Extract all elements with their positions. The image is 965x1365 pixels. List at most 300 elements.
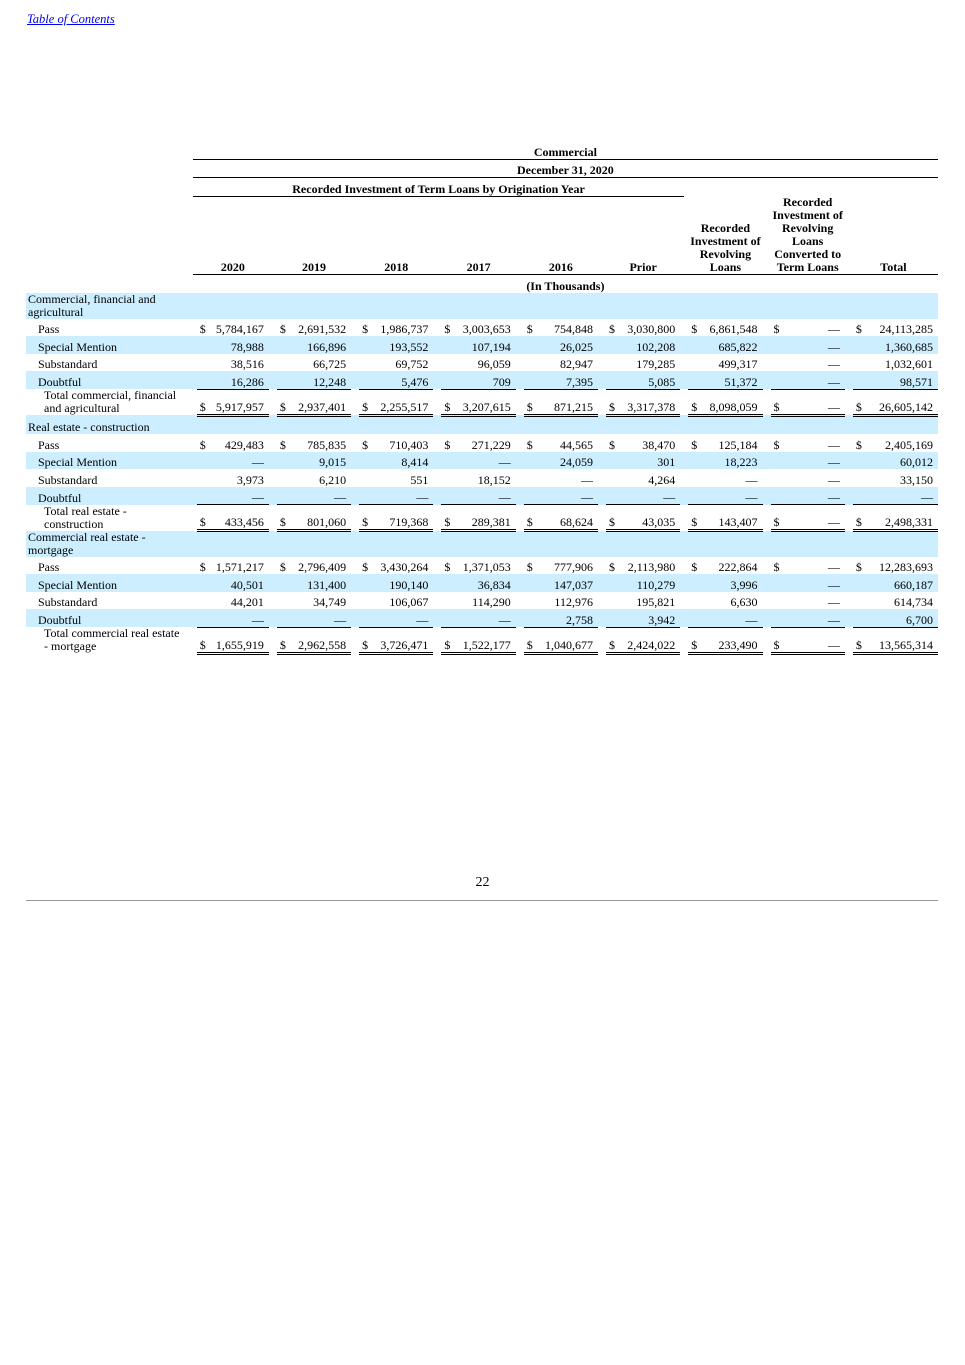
value-cell: 9,015 (286, 452, 355, 470)
table-row (26, 371, 938, 389)
value-cell: 2,405,169 (885, 437, 933, 452)
currency-sign: $ (602, 389, 615, 415)
currency-sign: $ (849, 389, 862, 415)
value-cell: 871,215 (533, 389, 602, 415)
value-cell: 1,571,217 (215, 560, 264, 574)
value-cell: 43,035 (615, 505, 684, 531)
currency-sign (849, 354, 862, 372)
commercial-loans-table (26, 141, 938, 655)
value-cell: — (615, 487, 684, 505)
currency-sign (520, 371, 533, 389)
currency-sign (273, 487, 286, 505)
value-cell: 1,040,677 (533, 627, 602, 653)
currency-sign (437, 592, 450, 610)
group-header: Recorded Investment of Term Loans by Origination Year (193, 178, 684, 197)
date-row (26, 159, 938, 178)
currency-sign (849, 574, 862, 592)
value-cell: — (206, 609, 273, 627)
currency-sign: $ (520, 627, 533, 653)
value-cell: 24,059 (533, 452, 602, 470)
currency-sign: $ (355, 505, 368, 531)
value-cell: 193,552 (368, 336, 437, 354)
currency-sign (355, 354, 368, 372)
value-cell: 166,896 (286, 336, 355, 354)
value-cell: — (580, 472, 593, 487)
currency-sign (193, 452, 206, 470)
total-row (26, 627, 938, 653)
currency-sign: $ (691, 437, 698, 452)
currency-sign (602, 336, 615, 354)
value-cell: — (780, 609, 849, 627)
value-cell: 4,264 (648, 472, 676, 487)
currency-sign: $ (608, 560, 615, 574)
currency-sign (355, 469, 368, 487)
currency-sign: $ (273, 389, 286, 415)
value-cell: 271,229 (471, 437, 511, 452)
value-cell: — (206, 487, 273, 505)
value-cell: 6,210 (319, 472, 347, 487)
currency-sign (684, 354, 697, 372)
value-cell: 2,424,022 (615, 627, 684, 653)
value-cell: 114,290 (472, 595, 511, 609)
column-header: 2016 (520, 196, 602, 275)
currency-sign (849, 371, 862, 389)
section-header-row (26, 415, 938, 434)
value-cell: — (827, 595, 840, 609)
value-cell: — (698, 609, 767, 627)
total-row (26, 505, 938, 531)
table-row (26, 434, 938, 452)
value-cell: 38,516 (230, 357, 264, 371)
value-cell: 719,368 (368, 505, 437, 531)
currency-sign: $ (608, 322, 615, 336)
value-cell: 195,821 (636, 595, 676, 609)
value-cell: 289,381 (451, 505, 520, 531)
currency-sign: $ (273, 505, 286, 531)
currency-sign: $ (355, 389, 368, 415)
value-cell: 66,725 (313, 357, 347, 371)
currency-sign: $ (193, 627, 206, 653)
value-cell: — (780, 371, 849, 389)
currency-sign (193, 336, 206, 354)
value-cell: — (780, 389, 849, 415)
section-label: Commercial, financial and agricultural (26, 293, 188, 319)
value-cell: — (368, 487, 437, 505)
value-cell: 18,152 (477, 472, 511, 487)
value-cell: 179,285 (636, 357, 676, 371)
value-cell: 2,796,409 (298, 560, 347, 574)
currency-sign: $ (849, 505, 862, 531)
currency-sign (273, 469, 286, 487)
currency-sign (520, 469, 533, 487)
currency-sign (355, 574, 368, 592)
currency-sign: $ (362, 437, 369, 452)
section-header-row (26, 531, 938, 557)
currency-sign: $ (199, 560, 206, 574)
value-cell: 5,085 (615, 371, 684, 389)
value-cell: 1,522,177 (451, 627, 520, 653)
value-cell: 3,430,264 (380, 560, 429, 574)
row-label: Special Mention (26, 336, 188, 354)
total-label: Total commercial, financial and agricultural (44, 388, 177, 415)
currency-sign (767, 354, 780, 372)
currency-sign: $ (684, 505, 697, 531)
value-cell: 1,360,685 (862, 336, 938, 354)
currency-sign (437, 354, 450, 372)
value-cell: 2,758 (533, 609, 602, 627)
value-cell: — (827, 472, 840, 487)
value-cell: 110,279 (615, 574, 684, 592)
currency-sign (767, 609, 780, 627)
value-cell: — (368, 609, 437, 627)
currency-sign (849, 592, 862, 610)
currency-sign (273, 592, 286, 610)
value-cell: 801,060 (286, 505, 355, 531)
value-cell: 6,700 (862, 609, 938, 627)
value-cell: 3,996 (698, 574, 767, 592)
currency-sign (273, 354, 286, 372)
group-header-row (26, 178, 938, 197)
currency-sign (849, 609, 862, 627)
currency-sign (767, 371, 780, 389)
value-cell: 8,098,059 (698, 389, 767, 415)
currency-sign (193, 469, 206, 487)
value-cell: 3,726,471 (368, 627, 437, 653)
table-of-contents-link[interactable]: Table of Contents (27, 12, 115, 26)
value-cell: 112,976 (554, 595, 593, 609)
value-cell: — (698, 487, 767, 505)
currency-sign (602, 354, 615, 372)
currency-sign (355, 371, 368, 389)
page-number: 22 (475, 875, 490, 890)
value-cell: 2,937,401 (286, 389, 355, 415)
currency-sign (684, 336, 697, 354)
currency-sign: $ (767, 627, 780, 653)
currency-sign: $ (767, 505, 780, 531)
value-cell: — (286, 609, 355, 627)
currency-sign (355, 336, 368, 354)
currency-sign (684, 452, 697, 470)
value-cell: 429,483 (224, 437, 264, 452)
currency-sign (520, 354, 533, 372)
currency-sign: $ (279, 322, 286, 336)
currency-sign (273, 371, 286, 389)
currency-sign (767, 592, 780, 610)
currency-sign: $ (520, 389, 533, 415)
currency-sign (767, 469, 780, 487)
value-cell: 44,565 (559, 437, 593, 452)
currency-sign (520, 592, 533, 610)
value-cell: 147,037 (533, 574, 602, 592)
value-cell: 1,032,601 (885, 357, 933, 371)
value-cell: — (451, 609, 520, 627)
value-cell: 5,917,957 (206, 389, 273, 415)
column-header: Total (849, 196, 938, 275)
row-label: Substandard (38, 472, 98, 487)
currency-sign (437, 487, 450, 505)
table-row (26, 487, 938, 505)
row-label: Doubtful (26, 487, 188, 505)
currency-sign: $ (855, 322, 862, 336)
currency-sign (767, 452, 780, 470)
value-cell: — (206, 452, 273, 470)
currency-sign: $ (602, 505, 615, 531)
currency-sign: $ (773, 322, 780, 336)
currency-sign (520, 609, 533, 627)
value-cell: 24,113,285 (879, 322, 933, 336)
currency-sign: $ (193, 389, 206, 415)
value-cell: 660,187 (862, 574, 938, 592)
currency-sign: $ (193, 505, 206, 531)
value-cell: 40,501 (206, 574, 273, 592)
currency-sign (273, 336, 286, 354)
currency-sign (684, 487, 697, 505)
currency-sign (684, 609, 697, 627)
value-cell: 7,395 (533, 371, 602, 389)
value-cell: 3,030,800 (627, 322, 676, 336)
currency-sign (437, 609, 450, 627)
currency-sign: $ (444, 560, 451, 574)
currency-sign: $ (279, 437, 286, 452)
column-header: 2020 (193, 196, 273, 275)
value-cell: 51,372 (698, 371, 767, 389)
section-label: Real estate - construction (26, 415, 188, 434)
table-row (26, 557, 938, 575)
currency-sign (849, 336, 862, 354)
value-cell: 107,194 (451, 336, 520, 354)
table-row (26, 319, 938, 337)
currency-sign: $ (199, 322, 206, 336)
value-cell: 16,286 (206, 371, 273, 389)
value-cell: — (745, 472, 758, 487)
value-cell: 551 (410, 472, 429, 487)
currency-sign (520, 336, 533, 354)
currency-sign: $ (199, 437, 206, 452)
value-cell: 33,150 (900, 472, 933, 487)
currency-sign (520, 574, 533, 592)
value-cell: 754,848 (553, 322, 593, 336)
currency-sign (849, 452, 862, 470)
value-cell: — (780, 627, 849, 653)
value-cell: — (533, 487, 602, 505)
value-cell: 2,113,980 (627, 560, 676, 574)
row-label: Special Mention (26, 452, 188, 470)
total-label: Total real estate - construction (44, 503, 127, 531)
currency-sign (193, 487, 206, 505)
value-cell: 2,498,331 (862, 505, 938, 531)
currency-sign (602, 371, 615, 389)
column-header: Recorded Investment of Revolving Loans (684, 196, 766, 275)
currency-sign (602, 487, 615, 505)
value-cell: 8,414 (368, 452, 437, 470)
currency-sign (684, 592, 697, 610)
currency-sign: $ (355, 627, 368, 653)
currency-sign (437, 452, 450, 470)
value-cell: 102,208 (615, 336, 684, 354)
value-cell: — (827, 322, 840, 336)
currency-sign (602, 574, 615, 592)
currency-sign: $ (608, 437, 615, 452)
currency-sign: $ (526, 560, 533, 574)
currency-sign (355, 609, 368, 627)
currency-sign: $ (773, 560, 780, 574)
currency-sign (193, 371, 206, 389)
currency-sign: $ (684, 627, 697, 653)
units-row (26, 275, 938, 293)
value-cell: 125,184 (718, 437, 758, 452)
currency-sign: $ (691, 560, 698, 574)
row-label: Doubtful (26, 371, 188, 389)
value-cell: 2,691,532 (298, 322, 347, 336)
currency-sign (355, 452, 368, 470)
value-cell: — (780, 452, 849, 470)
currency-sign (193, 592, 206, 610)
currency-sign: $ (767, 389, 780, 415)
table-row (26, 354, 938, 372)
currency-sign: $ (520, 505, 533, 531)
value-cell: 12,283,693 (879, 560, 933, 574)
row-label: Special Mention (26, 574, 188, 592)
currency-sign (602, 592, 615, 610)
value-cell: 44,201 (230, 595, 264, 609)
value-cell: 3,207,615 (451, 389, 520, 415)
currency-sign: $ (773, 437, 780, 452)
currency-sign: $ (526, 437, 533, 452)
value-cell: — (780, 336, 849, 354)
currency-sign: $ (273, 627, 286, 653)
value-cell: 69,752 (395, 357, 429, 371)
column-header: 2019 (273, 196, 355, 275)
currency-sign: $ (437, 389, 450, 415)
value-cell: 26,605,142 (862, 389, 938, 415)
currency-sign (767, 487, 780, 505)
row-label: Pass (38, 437, 60, 452)
value-cell: — (827, 560, 840, 574)
value-cell: 777,906 (553, 560, 593, 574)
value-cell: 18,223 (698, 452, 767, 470)
value-cell: — (827, 357, 840, 371)
value-cell: 3,317,378 (615, 389, 684, 415)
value-cell: 3,942 (615, 609, 684, 627)
value-cell: — (780, 487, 849, 505)
currency-sign (437, 574, 450, 592)
currency-sign: $ (437, 627, 450, 653)
value-cell: 5,784,167 (215, 322, 264, 336)
value-cell: — (827, 437, 840, 452)
value-cell: 6,630 (730, 595, 758, 609)
column-header: 2018 (355, 196, 437, 275)
table-row (26, 452, 938, 470)
section-header-row (26, 293, 938, 319)
currency-sign: $ (444, 437, 451, 452)
table-title: Commercial (193, 141, 938, 159)
currency-sign (355, 592, 368, 610)
value-cell: 106,067 (389, 595, 429, 609)
value-cell: 36,834 (451, 574, 520, 592)
currency-sign: $ (437, 505, 450, 531)
currency-sign: $ (602, 627, 615, 653)
currency-sign (437, 336, 450, 354)
value-cell: 233,490 (698, 627, 767, 653)
currency-sign (602, 452, 615, 470)
value-cell: 709 (451, 371, 520, 389)
currency-sign (520, 452, 533, 470)
currency-sign (684, 574, 697, 592)
units-label: (In Thousands) (526, 278, 605, 293)
value-cell: 1,986,737 (380, 322, 429, 336)
value-cell: 1,371,053 (462, 560, 511, 574)
currency-sign (437, 469, 450, 487)
value-cell: 26,025 (533, 336, 602, 354)
value-cell: 2,255,517 (368, 389, 437, 415)
column-header: 2017 (437, 196, 519, 275)
currency-sign: $ (526, 322, 533, 336)
currency-sign (767, 336, 780, 354)
value-cell: — (780, 505, 849, 531)
currency-sign (767, 574, 780, 592)
value-cell: — (286, 487, 355, 505)
table-row (26, 469, 938, 487)
value-cell: 685,822 (698, 336, 767, 354)
row-label: Substandard (38, 357, 98, 371)
value-cell: 131,400 (286, 574, 355, 592)
currency-sign (602, 609, 615, 627)
value-cell: 38,470 (642, 437, 676, 452)
table-date: December 31, 2020 (193, 159, 938, 178)
value-cell: 68,624 (533, 505, 602, 531)
currency-sign (273, 609, 286, 627)
value-cell: 3,003,653 (462, 322, 511, 336)
table-row (26, 574, 938, 592)
value-cell: 222,864 (718, 560, 758, 574)
column-header-row (26, 196, 938, 275)
currency-sign (437, 371, 450, 389)
value-cell: 5,476 (368, 371, 437, 389)
value-cell: 301 (615, 452, 684, 470)
value-cell: 60,012 (862, 452, 938, 470)
value-cell: 785,835 (307, 437, 347, 452)
value-cell: 614,734 (894, 595, 933, 609)
value-cell: 34,749 (313, 595, 347, 609)
value-cell: — (862, 487, 938, 505)
currency-sign (684, 371, 697, 389)
table-row (26, 336, 938, 354)
row-label: Substandard (38, 595, 98, 609)
value-cell: 82,947 (559, 357, 593, 371)
value-cell: 98,571 (862, 371, 938, 389)
currency-sign (849, 469, 862, 487)
column-header: Recorded Investment of Revolving Loans Converted to Term Loans (767, 196, 849, 275)
row-label: Pass (38, 322, 60, 336)
page-rule (26, 900, 938, 901)
currency-sign: $ (684, 389, 697, 415)
currency-sign: $ (855, 560, 862, 574)
value-cell: — (451, 452, 520, 470)
currency-sign (273, 452, 286, 470)
currency-sign (355, 487, 368, 505)
currency-sign (684, 469, 697, 487)
value-cell: 433,456 (206, 505, 273, 531)
value-cell: 96,059 (477, 357, 511, 371)
value-cell: — (780, 574, 849, 592)
table-row (26, 609, 938, 627)
value-cell: 1,655,919 (206, 627, 273, 653)
currency-sign (193, 574, 206, 592)
row-label: Doubtful (26, 609, 188, 627)
currency-sign: $ (362, 560, 369, 574)
value-cell: 190,140 (368, 574, 437, 592)
value-cell: 78,988 (206, 336, 273, 354)
